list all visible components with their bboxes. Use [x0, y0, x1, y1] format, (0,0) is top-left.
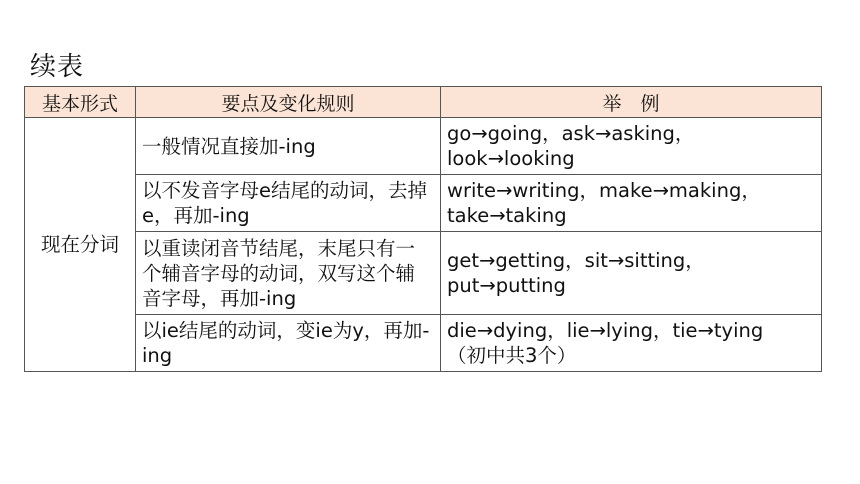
form-cell: 现在分词 — [25, 118, 136, 372]
example-line: write→writing，make→making， — [447, 179, 761, 202]
rule-cell: 一般情况直接加-ing — [136, 118, 441, 175]
page-title: 续表 — [30, 52, 85, 82]
table-row — [25, 175, 822, 232]
example-line: （初中共3个） — [447, 344, 577, 367]
rule-cell: 以ie结尾的动词，变ie为y，再加-ing — [136, 315, 441, 372]
header-examples: 举 例 — [441, 87, 822, 118]
grammar-table — [24, 86, 822, 372]
example-line: put→putting — [447, 274, 566, 297]
table-row — [25, 232, 822, 315]
example-line: get→getting，sit→sitting， — [447, 249, 705, 272]
header-rules: 要点及变化规则 — [136, 87, 441, 118]
example-line: look→looking — [447, 147, 575, 170]
table-header-row — [25, 87, 822, 118]
example-cell — [441, 315, 822, 372]
example-line: take→taking — [447, 204, 567, 227]
example-cell — [441, 232, 822, 315]
header-basic-form: 基本形式 — [25, 87, 136, 118]
example-line: go→going，ask→asking， — [447, 122, 695, 145]
rule-cell: 以不发音字母e结尾的动词，去掉e，再加-ing — [136, 175, 441, 232]
rule-cell: 以重读闭音节结尾，末尾只有一个辅音字母的动词，双写这个辅音字母，再加-ing — [136, 232, 441, 315]
table-row — [25, 118, 822, 175]
example-cell — [441, 175, 822, 232]
example-line: die→dying，lie→lying，tie→tying — [447, 319, 764, 342]
table-row — [25, 315, 822, 372]
example-cell — [441, 118, 822, 175]
